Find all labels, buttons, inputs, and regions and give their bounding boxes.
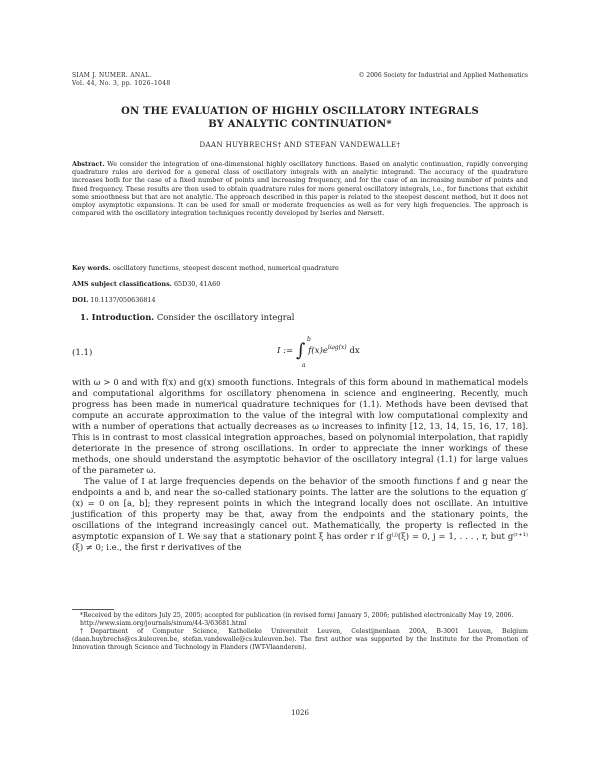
lower-limit: a: [302, 362, 306, 369]
page-number: 1026: [291, 709, 309, 717]
integrand: f(x)e: [308, 346, 328, 356]
footnote-received: *Received by the editors July 25, 2005; accepted for publication (in revised form) January 5, 2006; published electronically May 19, 2006.: [80, 612, 514, 619]
journal-volume: Vol. 44, No. 3, pp. 1026–1048: [72, 80, 171, 87]
author-list: DAAN HUYBRECHS† AND STEFAN VANDEWALLE†: [199, 141, 401, 149]
title-line-1: ON THE EVALUATION OF HIGHLY OSCILLATORY INTEGRALS: [121, 106, 479, 117]
equation-body: [277, 336, 360, 369]
ams-classification: [72, 280, 528, 288]
intro-lead: Consider the oscillatory integral: [156, 312, 295, 322]
copyright-notice: © 2006 Society for Industrial and Applied Mathematics: [358, 72, 528, 79]
doi-label: DOI.: [72, 296, 89, 304]
body-text: [72, 377, 528, 553]
section-heading: 1. Introduction.: [80, 312, 155, 322]
journal-name: SIAM J. NUMER. ANAL.: [72, 72, 152, 79]
equation-label: (1.1): [72, 348, 93, 358]
keywords-label: Key words.: [72, 264, 111, 272]
doi-text: 10.1137/050636814: [90, 296, 156, 304]
paragraph-2: The value of I at large frequencies depends on the behavior of the smooth functions f and g near the endpoints a and b, and near the so-called stationary points. The latter are the solutions to the equation g′(x) = 0 on [a, b]; they represent points in which the integrand locally does not oscillate. An intuitive justification of this property may be that, away from the endpoints and the stationary points, the oscillations of the integrand increasingly cancel out. Mathematically, the property is reflected in the asymptotic expansion of I. We say that a stationary point ξ has order r if g⁽ʲ⁾(ξ) = 0, j = 1, . . . , r, but g⁽ʳ⁺¹⁾(ξ) ≠ 0; i.e., the first r derivatives of the: [72, 476, 528, 552]
upper-limit: b: [307, 336, 311, 343]
doi: [72, 296, 528, 304]
title-line-2: BY ANALYTIC CONTINUATION*: [208, 119, 392, 130]
footnote-rule: [72, 609, 114, 610]
introduction-heading-line: [72, 312, 528, 323]
footnote-url: http://www.siam.org/journals/sinum/44-3/63681.html: [80, 620, 247, 627]
abstract-label: Abstract.: [72, 160, 105, 168]
exponent: iωg(x): [327, 344, 347, 352]
journal-header: [72, 72, 171, 88]
keywords: [72, 264, 528, 272]
equation-1-1: [72, 338, 528, 368]
differential: dx: [349, 346, 360, 356]
ams-label: AMS subject classifications.: [72, 280, 172, 288]
abstract: [72, 160, 528, 217]
keywords-text: oscillatory functions, steepest descent method, numerical quadrature: [112, 264, 339, 272]
footnote-affiliation: †Department of Computer Science, Katholieke Universiteit Leuven, Celestijnenlaan 200A, B-3001 Leuven, Belgium (daan.huybrechs@cs.kuleuven.be, stefan.vandewalle@cs.kuleuven.be). The first author was supported by the Institute for the Promotion of Innovation through Science and Technology in Flanders (IWT-Vlaanderen).: [72, 628, 528, 651]
paper-title: [72, 105, 528, 131]
integral-sign: ∫: [295, 340, 306, 361]
equation-lhs: I :=: [277, 346, 294, 356]
abstract-text: We consider the integration of one-dimensional highly oscillatory functions. Based on analytic continuation, rapidly converging quadrature rules are derived for a general class of oscillatory integrals with an analytic integrand. The accuracy of the quadrature increases both for the case of a fixed number of points and increasing frequency, and for the case of an increasing number of points and fixed frequency. These results are then used to obtain quadrature rules for more general oscillatory integrals, i.e., for functions that exhibit some smoothness but that are not analytic. The approach described in this paper is related to the steepest descent method, but it does not employ asymptotic expansions. It can be used for small or moderate frequencies as well as for very high frequencies. The approach is compared with the oscillatory integration techniques recently developed by Iserles and Nørsett.: [72, 160, 528, 218]
paragraph-1: with ω > 0 and with f(x) and g(x) smooth functions. Integrals of this form abound in mathematical models and computational algorithms for oscillatory phenomena in science and engineering. Recently, much progress has been made in numerical quadrature techniques for (1.1). Methods have been devised that compute an accurate approximation to the value of the integral with low computational complexity and with a number of operations that actually decreases as ω increases to infinity [12, 13, 14, 15, 16, 17, 18]. This is in contrast to most classical integration approaches, based on polynomial interpolation, that rapidly deteriorate in the presence of strong oscillations. In order to appreciate the inner workings of these methods, one should understand the asymptotic behavior of the oscillatory integral (1.1) for large values of the parameter ω.: [72, 377, 528, 475]
ams-text: 65D30, 41A60: [173, 280, 221, 288]
footnotes: [72, 612, 528, 652]
